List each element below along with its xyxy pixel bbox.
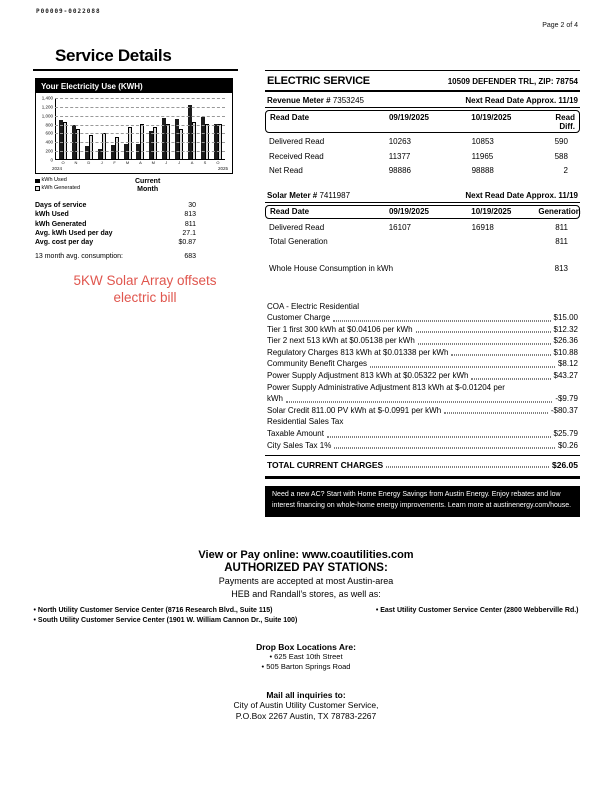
next-read-date: Next Read Date Approx. 11/19 [465,190,578,200]
solar-meter-block [265,187,580,248]
y-axis-tick-label: 1,200 [41,104,53,110]
revenue-meter-table-header: Read Date 09/19/2025 10/19/2025 Read Diff. [265,110,580,133]
gridline [55,133,225,134]
stat-row: kWh Used 813 [35,211,196,219]
x-axis-tick-label: O [61,160,65,165]
dot-leader [370,367,555,368]
pay-station-list [34,606,579,626]
pay-sub-line-1: Payments are accepted at most Austin-area [218,576,394,586]
kwh-generated-swatch-icon [35,186,40,191]
x-axis-tick-label: N [74,160,78,165]
dot-leader [334,448,555,449]
y-axis-tick-label: 400 [45,139,53,145]
usage-column [35,78,233,262]
electric-service-column [265,70,580,517]
pay-sub-line-2: HEB and Randall’s stores, as well as: [231,589,381,599]
charge-row: Tier 1 first 300 kWh at $0.04106 per kWh $12.32 [267,324,578,334]
dropbox-locations: Drop Box Locations Are: • 625 East 10th Street • 505 Barton Springs Road [0,642,612,671]
mail-inquiries: Mail all inquiries to: City of Austin Utility Customer Service, P.O.Box 2267 Austin, TX 78783-2267 [233,690,379,721]
charge-row: Tier 2 next 513 kWh at $0.05138 per kWh $26.36 [267,336,578,346]
legend-item-generated [35,185,121,193]
dropbox-item: • 625 East 10th Street [269,652,343,661]
x-axis-tick-label: J [100,160,103,165]
electricity-use-chart [35,78,233,174]
x-axis-tick-label: D [87,160,91,165]
pay-online-line: View or Pay online: www.coautilities.com [198,549,414,561]
x-axis-tick-label: M [125,160,130,165]
payment-info-footer [0,549,612,721]
y-axis-tick-label: 1,000 [41,113,53,119]
revenue-meter-line: Revenue Meter # 7353245 Next Read Date Approx. 11/19 [265,92,580,108]
solar-annotation: 5KW Solar Array offsets electric bill [73,273,217,305]
whole-house-consumption-row: Whole House Consumption in kWh 813 [269,263,568,273]
pay-stations-heading: AUTHORIZED PAY STATIONS: [224,562,388,574]
x-axis-year-start: 2024 [52,166,63,171]
y-axis-tick-label: 0 [50,157,53,163]
y-axis-tick-label: 800 [45,122,53,128]
service-heading: ELECTRIC SERVICE [267,75,370,87]
usage-stats [35,201,233,262]
stat-row: Avg. kWh Used per day 27.1 [35,229,196,237]
dot-leader [418,343,551,344]
x-axis-tick-label: O [216,160,220,165]
chart-plot [41,95,228,171]
station-east: • East Utility Customer Service Center (2800 Webberville Rd.) [375,607,579,614]
legend-label-generated: kWh Generated [41,184,81,191]
total-current-charges-row: TOTAL CURRENT CHARGES $26.05 [265,455,580,479]
bar-kwh-generated [192,122,196,159]
dot-leader [444,413,548,414]
meter-table-row: Total Generation 811 [269,237,568,246]
bar-kwh-generated [102,133,106,159]
charge-row: City Sales Tax 1% $0.26 [267,440,578,450]
gridline [55,107,225,108]
charge-row: Taxable Amount $25.79 [267,429,578,439]
next-read-date: Next Read Date Approx. 11/19 [465,96,578,105]
solar-meter-table-header: Read Date 09/19/2025 10/19/2025 Generation [265,205,580,219]
page-number: Page 2 of 4 [542,22,578,29]
y-axis-tick-label: 1,400 [41,95,53,101]
kwh-used-swatch-icon [35,179,40,184]
solar-meter-line: Solar Meter # 7411987 Next Read Date Approx. 11/19 [265,187,580,203]
dot-leader [471,378,550,379]
bar-kwh-generated [63,122,67,159]
chart-title: Your Electricity Use (KWH) [36,79,232,93]
legend-label-used: kWh Used [41,177,67,183]
title-rule [33,69,238,71]
gridline [55,142,225,143]
electric-service-header [265,70,580,92]
station-north: • North Utility Customer Service Center (8716 Research Blvd., Suite 115) [33,607,273,614]
dropbox-item: • 505 Barton Springs Road [261,661,351,671]
x-axis-tick-label: A [190,160,194,165]
meter-table-row: Received Read 11377 11965 588 [269,151,568,161]
gridline [55,151,225,152]
meter-table-row: Delivered Read 10263 10853 590 [269,137,568,146]
austin-energy-promo: Need a new AC? Start with Home Energy Savings from Austin Energy. Enjoy rebates and low interest financing on whole-home energy improvements. Learn more at austinenergy.com/house. [265,486,580,517]
y-axis-tick-label: 600 [45,130,53,136]
dot-leader [286,401,552,402]
meter-table-row: Net Read 98886 98888 2 [269,166,568,175]
stat-row: Avg. cost per day $0.87 [35,239,196,247]
charge-row: Community Benefit Charges $8.12 [267,359,578,369]
charge-row: Solar Credit 811.00 PV kWh at $-0.0991 per kWh -$80.37 [267,405,578,415]
charge-row: kWh -$9.79 [267,394,578,404]
charge-row: Customer Charge $15.00 [267,313,578,323]
station-south: • South Utility Customer Service Center (1901 W. William Cannon Dr., Suite 100) [33,617,298,624]
charge-row: Power Supply Administrative Adjustment 813 kWh at $-0.01204 per [267,382,505,392]
dot-leader [451,355,550,356]
stat-row-13-month-avg: 13 month avg. consumption: 683 [35,253,196,261]
x-axis-tick-label: M [151,160,156,165]
chart-legend [35,177,121,194]
bar-kwh-generated [115,137,119,159]
charge-row: Regulatory Charges 813 kWh at $0.01338 per kWh $10.88 [267,347,578,357]
charges-list [265,301,580,480]
charge-row: COA - Electric Residential [267,301,360,311]
dot-leader [327,436,551,437]
x-axis-tick-label: J [165,160,168,165]
legend-item-used [35,177,121,185]
bar-kwh-generated [89,135,93,159]
x-axis-tick-label: A [139,160,142,165]
x-axis-tick-label: S [203,160,207,165]
service-address: 10509 DEFENDER TRL, ZIP: 78754 [447,77,578,86]
plate-code: P00009-0022088 [36,8,101,15]
charge-row: Power Supply Adjustment 813 kWh at $0.05322 per kWh $43.27 [267,371,578,381]
meter-table-row: Delivered Read 16107 16918 811 [269,222,568,232]
gridline [55,116,225,117]
x-axis-tick-label: F [113,160,116,165]
stat-row: kWh Generated 811 [35,220,196,228]
x-axis-year-end: 2025 [217,166,228,171]
dot-leader [416,332,551,333]
x-axis-tick-label: J [178,160,181,165]
stat-row: Days of service 30 [35,202,196,209]
dot-leader [386,467,549,468]
gridline [55,98,225,99]
revenue-meter-block [265,92,580,177]
gridline [55,125,225,126]
chart-legend-row [35,177,233,194]
page-title: Service Details [55,46,172,65]
dot-leader [333,320,550,321]
y-axis-tick-label: 200 [45,148,53,154]
current-month-label: Current Month [135,178,161,193]
charge-row: Residential Sales Tax [267,417,344,427]
